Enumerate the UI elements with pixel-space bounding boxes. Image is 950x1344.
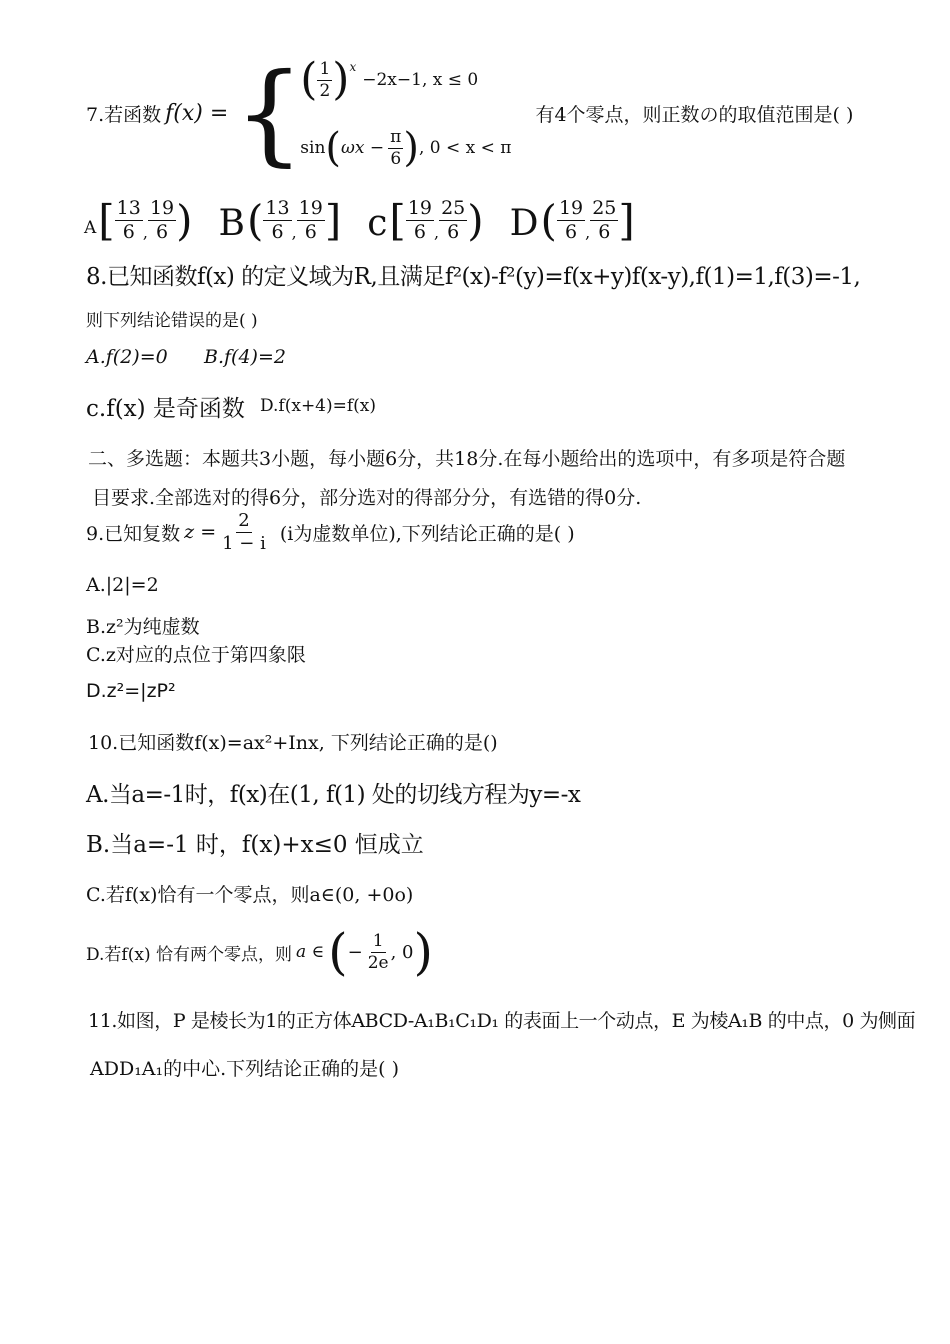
q10-option-d-fraction: $\frac{1}{2e}$ (367, 930, 389, 973)
q8-option-b[interactable]: B.f(4)=2 (204, 346, 286, 368)
q9-option-b[interactable]: B.z²为纯虚数 (86, 616, 200, 638)
q9-z: z = (184, 521, 217, 543)
q7-stem (86, 49, 854, 177)
q8-line1: 8.已知函数f(x) 的定义域为R,且满足f²(x)-f²(y)=f(x+y)f(x-y),f(1)=1,f(3)=-1, (86, 264, 861, 290)
q10-option-c[interactable]: C.若f(x)恰有一个零点，则a∈(0, +0o) (86, 884, 414, 906)
q7-fx: f(x) = (165, 100, 229, 126)
q11-line1: 11.如图，P 是棱长为1的正方体ABCD-A₁B₁C₁D₁ 的表面上一个动点，E 为棱A₁B 的中点，0 为侧面 (88, 1010, 916, 1032)
q10-stem: 10.已知函数f(x)=ax²+Inx, 下列结论正确的是() (88, 732, 498, 754)
q7-option-a[interactable]: A [ $\frac{13}{6}$ , $\frac{19}{6}$ ) (84, 196, 193, 245)
q10-option-d-a: a ∈ (295, 942, 325, 962)
q11-line2: ADD₁A₁的中心.下列结论正确的是( ) (90, 1058, 400, 1080)
q9-option-d[interactable]: D.z²=|zP² (86, 680, 176, 702)
section2-line2: 目要求.全部选对的得6分，部分选对的得部分分，有选错的得0分. (92, 487, 642, 509)
q9-prefix: 9.已知复数 (86, 522, 181, 545)
q7-option-d[interactable]: D ( $\frac{19}{6}$ , $\frac{25}{6}$ ] (509, 196, 635, 245)
q10-option-a[interactable]: A.当a=-1时，f(x)在(1, f(1) 处的切线方程为y=-x (86, 782, 581, 808)
q8-option-a[interactable]: A.f(2)=0 (86, 346, 168, 368)
q7-case2: sin ( ωx − $\frac{\pi}{6}$ ) , 0 < x < π (300, 125, 512, 171)
q8-option-d[interactable]: D.f(x+4)=f(x) (260, 396, 377, 416)
q7-options (84, 180, 661, 245)
q7-case1: ( $\frac{1}{2}$ ) $^x$ −2x−1, x ≤ 0 (300, 54, 479, 105)
q8-line2: 则下列结论错误的是( ) (86, 311, 258, 331)
q7-option-b[interactable]: B ( $\frac{13}{6}$ , $\frac{19}{6}$ ] (218, 196, 342, 245)
q9-suffix: (i为虚数单位),下列结论正确的是( ) (279, 522, 575, 545)
q7-suffix: 有4个零点，则正数の的取值范围是( ) (535, 103, 854, 126)
q9-option-a[interactable]: A.|2|=2 (86, 574, 159, 596)
q10-option-d-pre: D.若f(x) 恰有两个零点，则 (86, 944, 292, 965)
q7-prefix: 7.若函数 (86, 103, 162, 126)
q7-cases (300, 54, 512, 171)
q7-option-c[interactable]: c [ $\frac{19}{6}$ , $\frac{25}{6}$ ) (367, 196, 484, 245)
section2-line1: 二、多选题：本题共3小题，每小题6分，共18分.在每小题给出的选项中，有多项是符合题 (88, 448, 846, 470)
q10-option-d-rparen: ) (413, 923, 434, 981)
q10-option-d[interactable]: D.若f(x) 恰有两个零点，则 a ∈ ( − $\frac{1}{2e}$ , 0 ) (86, 923, 434, 981)
q9-fraction: $\frac{2}{1 - i}$ (222, 509, 266, 554)
q9-stem (86, 508, 575, 556)
q7-brace: { (234, 49, 305, 177)
q10-option-d-lparen: ( (328, 923, 348, 981)
q9-option-c[interactable]: C.z对应的点位于第四象限 (86, 644, 306, 666)
q8-option-c[interactable]: c.f(x) 是奇函数 (86, 396, 245, 422)
q10-option-b[interactable]: B.当a=-1 时，f(x)+x≤0 恒成立 (86, 832, 424, 858)
